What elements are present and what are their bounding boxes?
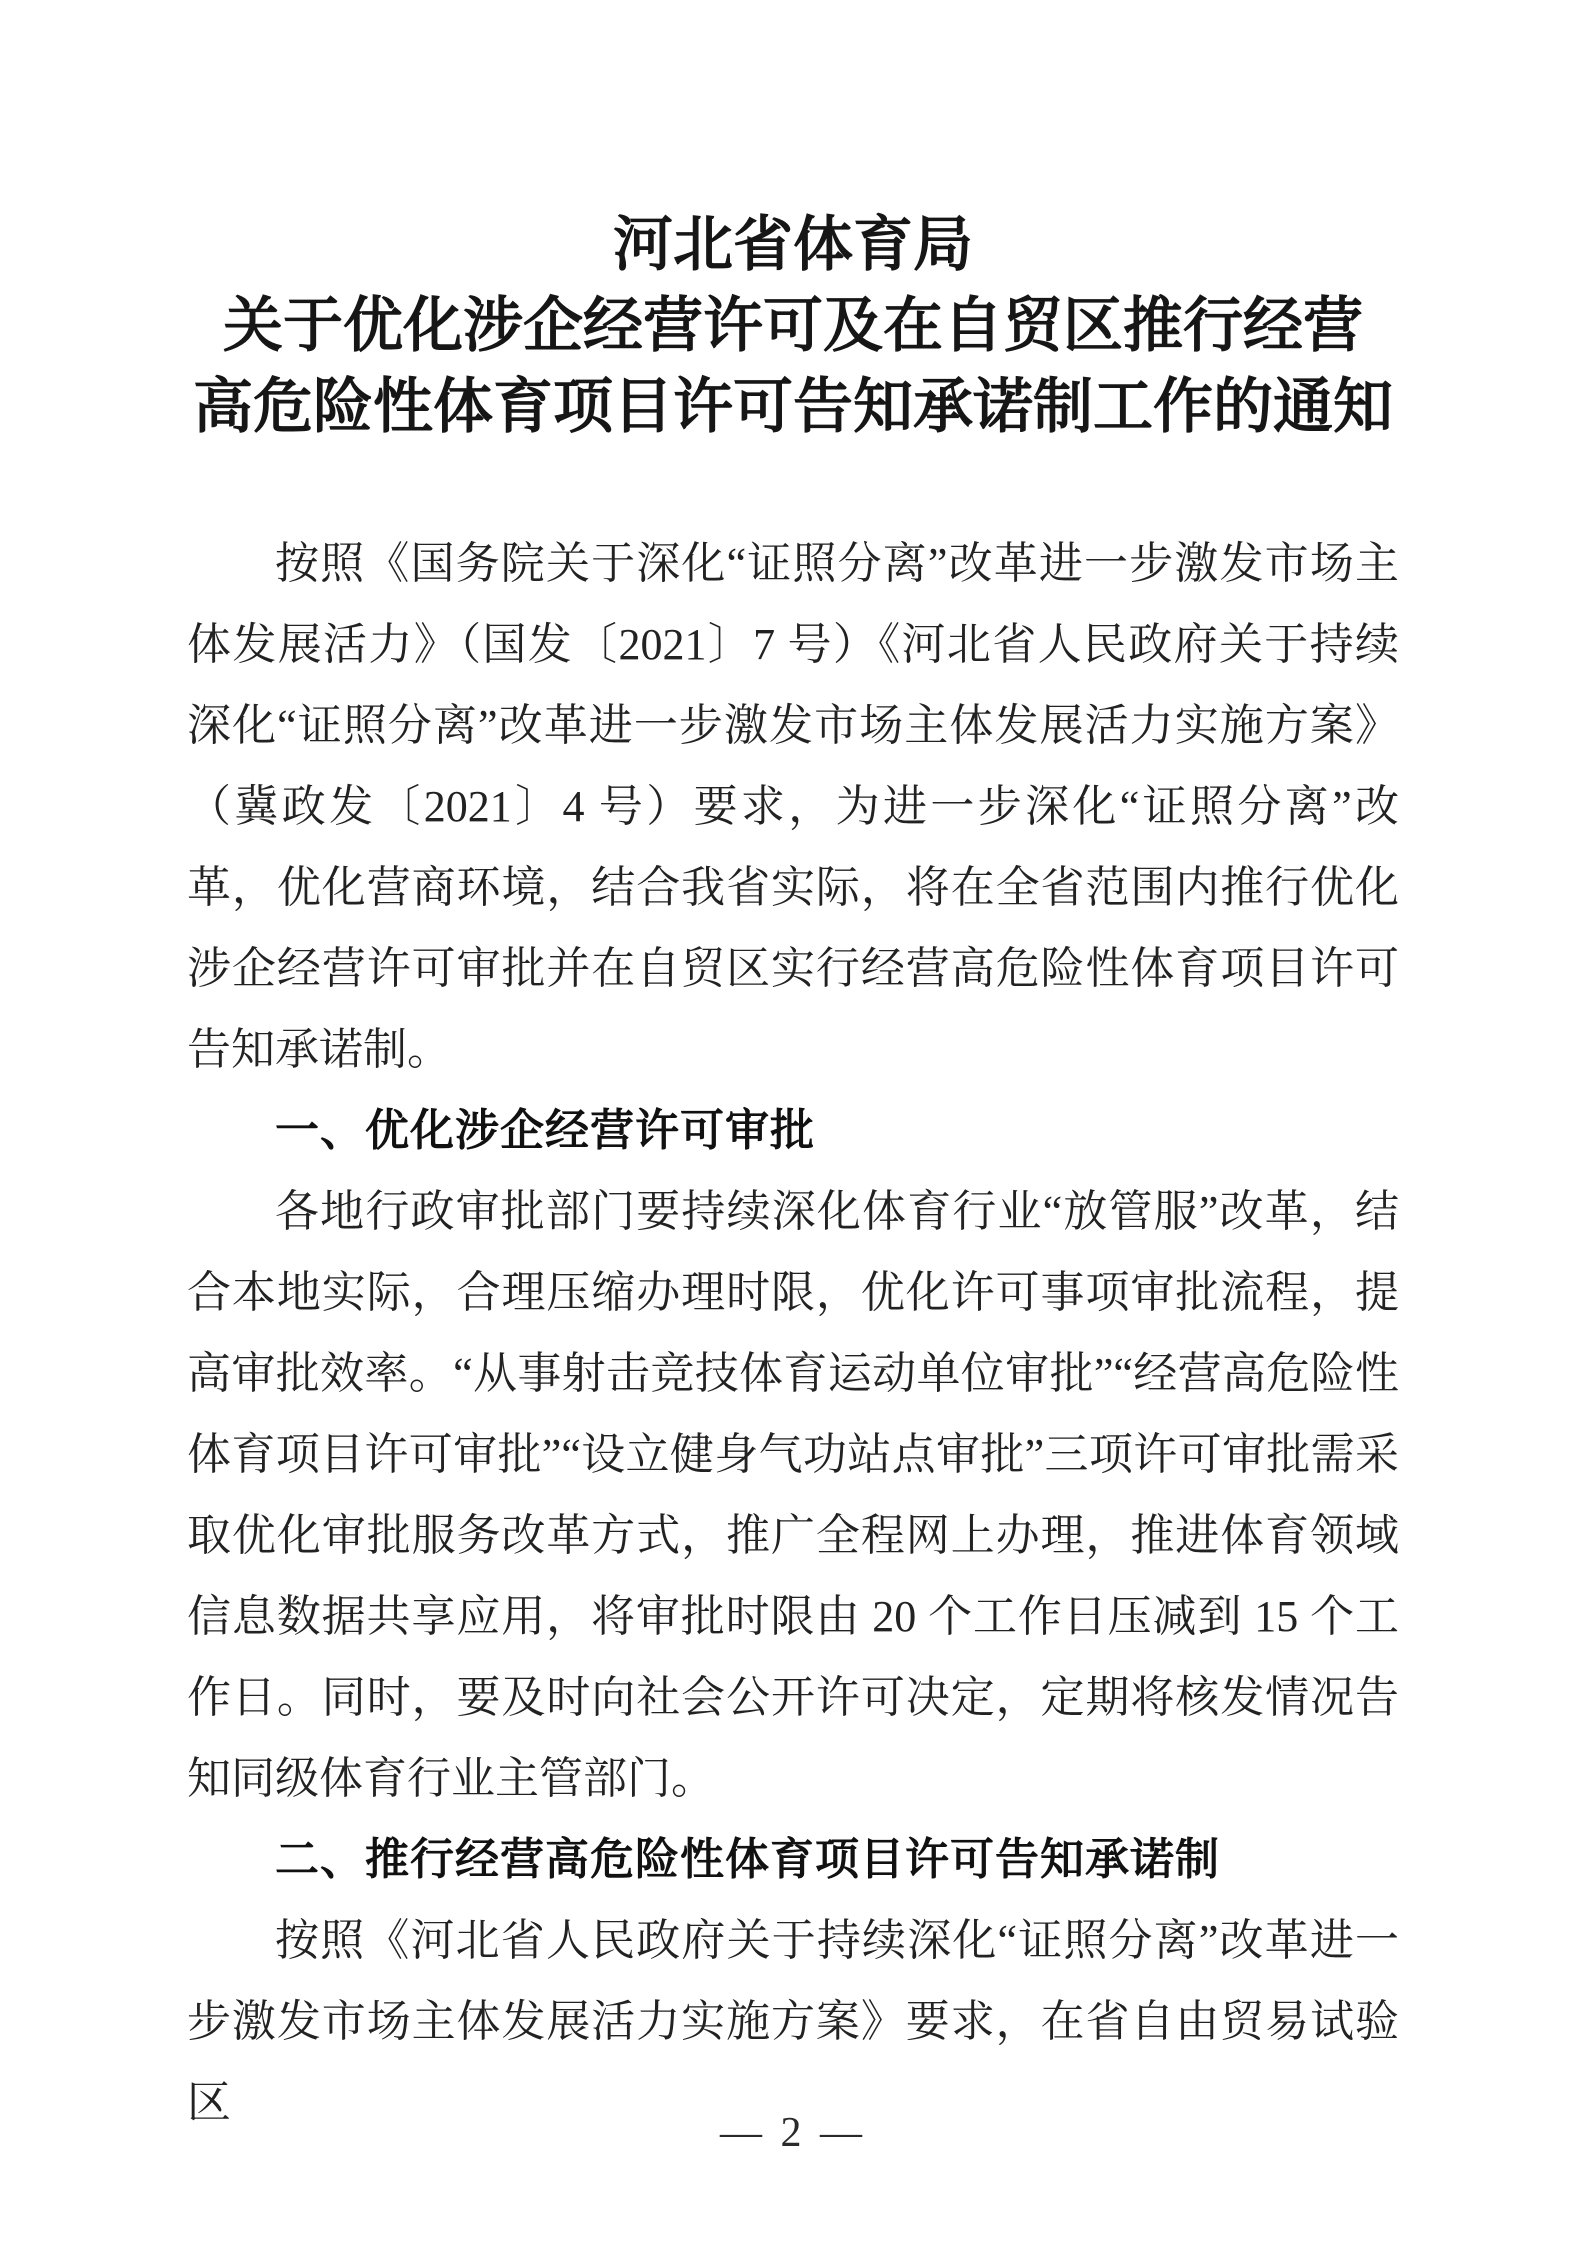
section-heading-2: 二、推行经营高危险性体育项目许可告知承诺制 — [275, 1835, 1220, 1884]
section-heading-1: 一、优化涉企经营许可审批 — [275, 1106, 815, 1155]
document-body — [187, 523, 1399, 2143]
title-line-subject-1: 关于优化涉企经营许可及在自贸区推行经营 — [223, 293, 1363, 359]
paragraph-section-1: 各地行政审批部门要持续深化体育行业“放管服”改革，结合本地实际，合理压缩办理时限，优化许可事项审批流程，提高审批效率。“从事射击竞技体育运动单位审批”“经营高危险性体育项目许可审批”“设立健身气功站点审批”三项许可审批需采取优化审批服务改革方式，推广全程网上办理，推进体育领域信息数据共享应用，将审批时限由 20 个工作日压减到 15 个工作日。同时，要及时向社会公开许可决定，定期将核发情况告知同级体育行业主管部门。 — [187, 1187, 1399, 1803]
paragraph-section-2: 按照《河北省人民政府关于持续深化“证照分离”改革进一步激发市场主体发展活力实施方案》要求，在省自由贸易试验区 — [187, 1916, 1399, 2127]
paragraph-intro: 按照《国务院关于深化“证照分离”改革进一步激发市场主体发展活力》（国发〔2021〕7 号）《河北省人民政府关于持续深化“证照分离”改革进一步激发市场主体发展活力实施方案》（冀政发〔2021〕4 号）要求，为进一步深化“证照分离”改革，优化营商环境，结合我省实际，将在全省范围内推行优化涉企经营许可审批并在自贸区实行经营高危险性体育项目许可告知承诺制。 — [187, 539, 1399, 1074]
document-title — [0, 0, 1586, 448]
title-line-issuer: 河北省体育局 — [613, 212, 973, 278]
page-number: — 2 — — [720, 2110, 866, 2156]
title-line-subject-2: 高危险性体育项目许可告知承诺制工作的通知 — [193, 374, 1393, 440]
page-footer — [0, 2112, 1586, 2154]
